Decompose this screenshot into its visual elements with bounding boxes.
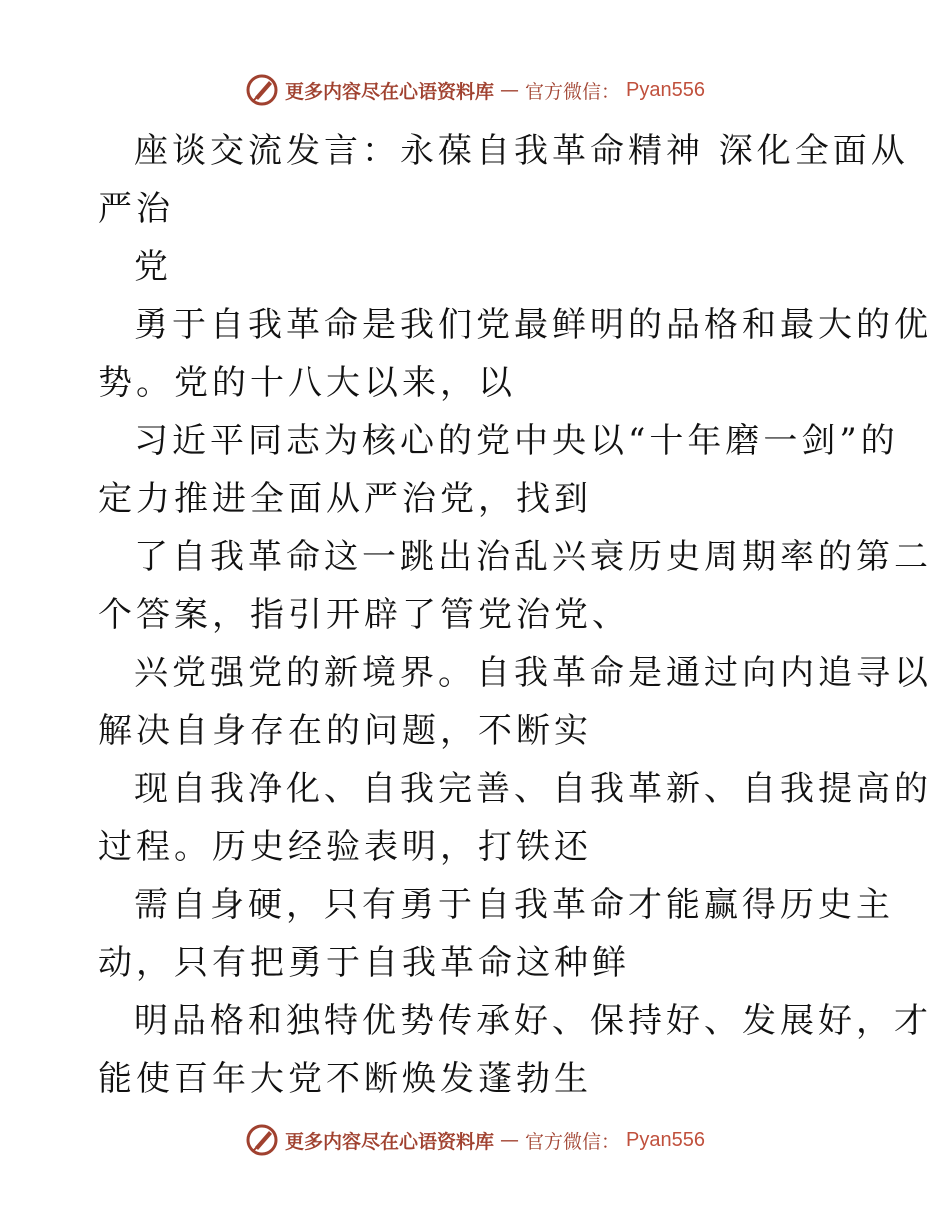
text-line: 现自我净化、自我完善、自我革新、自我提高的: [134, 769, 932, 809]
text-line: 勇于自我革命是我们党最鲜明的品格和最大的优: [134, 305, 932, 345]
text-line: 了自我革命这一跳出治乱兴衰历史周期率的第二: [134, 537, 932, 577]
banner-separator: —: [500, 1129, 520, 1151]
text-line: 能使百年大党不断焕发蓬勃生: [98, 1059, 592, 1099]
text-line: 解决自身存在的问题，不断实: [98, 711, 592, 751]
text-line: 明品格和独特优势传承好、保持好、发展好，才: [134, 1001, 932, 1041]
banner-contact-label: 官方微信：: [525, 1130, 621, 1153]
document-title-line-2: 严治: [98, 189, 174, 229]
text-line: 动，只有把勇于自我革命这种鲜: [98, 943, 630, 983]
document-title-line-1: 座谈交流发言：永葆自我革命精神 深化全面从: [134, 131, 909, 171]
text-line: 习近平同志为核心的党中央以“十年磨一剑”的: [134, 421, 899, 461]
banner-contact-label: 官方微信：: [525, 80, 621, 103]
banner-brand-text: 更多内容尽在心语资料库: [285, 1130, 495, 1153]
quill-logo-icon: [245, 73, 279, 107]
text-line: 兴党强党的新境界。自我革命是通过向内追寻以: [134, 653, 932, 693]
quill-logo-icon: [245, 1123, 279, 1157]
text-line: 定力推进全面从严治党，找到: [98, 479, 592, 519]
banner-contact-id: Pyan556: [626, 78, 705, 101]
text-line: 需自身硬，只有勇于自我革命才能赢得历史主: [134, 885, 894, 925]
text-line: 势。党的十八大以来，以: [98, 363, 516, 403]
banner-brand-text: 更多内容尽在心语资料库: [285, 80, 495, 103]
header-watermark-banner: [0, 70, 950, 110]
document-title-line-3: 党: [134, 247, 172, 287]
text-line: 过程。历史经验表明，打铁还: [98, 827, 592, 867]
document-body: [98, 122, 932, 1108]
footer-watermark-banner: [0, 1120, 950, 1160]
banner-contact-id: Pyan556: [626, 1128, 705, 1151]
text-line: 个答案，指引开辟了管党治党、: [98, 595, 630, 635]
banner-separator: —: [500, 79, 520, 101]
